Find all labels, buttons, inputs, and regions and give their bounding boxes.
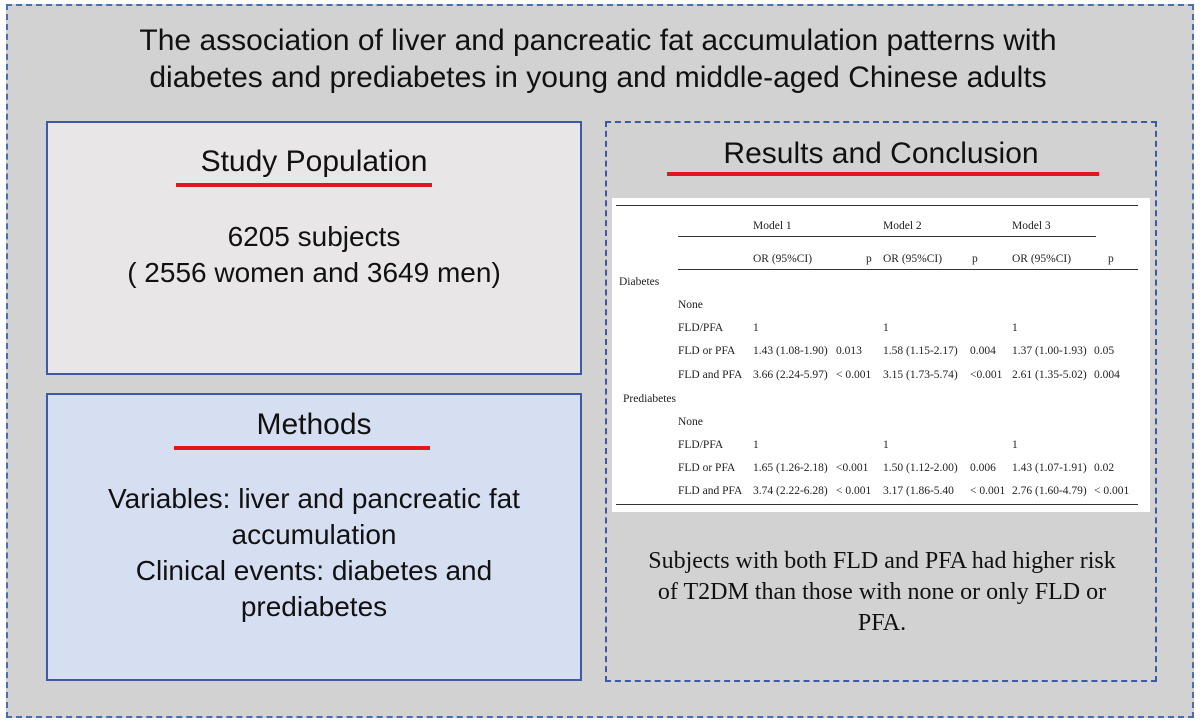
p-header: p [1108, 253, 1114, 265]
table-cell: < 0.001 [836, 369, 872, 381]
methods-panel [46, 393, 582, 681]
odds-ratio-table [612, 198, 1150, 512]
model-header: Model 2 [883, 220, 922, 232]
table-cell: 1 [753, 439, 759, 451]
row-label: FLD or PFA [678, 462, 736, 474]
results-heading: Results and Conclusion [723, 137, 1039, 170]
table-cell: 3.15 (1.73-5.74) [883, 369, 958, 381]
table-cell: 1.43 (1.07-1.91) [1012, 462, 1087, 474]
table-cell: 1.50 (1.12-2.00) [883, 462, 958, 474]
table-cell: <0.001 [836, 462, 869, 474]
table-cell: <0.001 [970, 369, 1003, 381]
conclusion-line-2: of T2DM than those with none or only FLD or [657, 579, 1107, 605]
or-header: OR (95%CI) [753, 253, 813, 265]
methods-heading: Methods [256, 408, 372, 441]
table-cell: 0.02 [1094, 462, 1115, 474]
row-label: FLD/PFA [678, 322, 724, 334]
table-cell: 1 [753, 322, 759, 334]
conclusion-line-1: Subjects with both FLD and PFA had higher risk [648, 548, 1116, 574]
table-cell: 2.76 (1.60-4.79) [1012, 485, 1087, 497]
page-title [0, 22, 1196, 96]
or-header: OR (95%CI) [883, 253, 943, 265]
group-label: Diabetes [619, 276, 660, 288]
table-cell: 3.17 (1.86-5.40 [883, 485, 954, 497]
table-cell: 1.65 (1.26-2.18) [753, 462, 828, 474]
title-line-2: diabetes and prediabetes in young and middle-aged Chinese adults [149, 61, 1047, 94]
subjects-breakdown: ( 2556 women and 3649 men) [127, 257, 501, 288]
table-cell: 0.013 [836, 345, 862, 357]
subjects-count: 6205 subjects [227, 221, 401, 252]
group-label: Prediabetes [623, 393, 677, 405]
table-cell: 0.004 [1094, 369, 1120, 381]
table-cell: 1 [1012, 322, 1018, 334]
table-cell: 0.006 [970, 462, 996, 474]
model-rule [966, 236, 1096, 237]
conclusion-line-3: PFA. [857, 610, 907, 636]
model-rule [678, 236, 834, 237]
or-header: OR (95%CI) [1012, 253, 1072, 265]
table-top-rule [616, 205, 1138, 206]
study-population-underline [176, 183, 432, 187]
row-label: FLD or PFA [678, 345, 736, 357]
table-cell: 1.37 (1.00-1.93) [1012, 345, 1087, 357]
table-cell: 3.74 (2.22-6.28) [753, 485, 828, 497]
methods-line-2: accumulation [231, 519, 397, 550]
methods-line-1: Variables: liver and pancreatic fat [108, 483, 520, 514]
study-population-panel [46, 121, 582, 375]
table-cell: < 0.001 [836, 485, 872, 497]
table-cell: 1 [1012, 439, 1018, 451]
header-rule [678, 269, 1138, 270]
table-bottom-rule [616, 504, 1138, 505]
row-label: None [678, 416, 703, 428]
table-cell: 1.58 (1.15-2.17) [883, 345, 958, 357]
table-cell: 1.43 (1.08-1.90) [753, 345, 828, 357]
row-label: FLD and PFA [678, 369, 743, 381]
methods-line-4: prediabetes [240, 591, 388, 622]
methods-line-3: Clinical events: diabetes and [135, 555, 493, 586]
table-cell: 3.66 (2.24-5.97) [753, 369, 828, 381]
title-line-1: The association of liver and pancreatic fat accumulation patterns with [139, 24, 1057, 57]
model-rule [834, 236, 966, 237]
table-cell: 0.004 [970, 345, 996, 357]
model-header: Model 3 [1012, 220, 1051, 232]
table-cell: 2.61 (1.35-5.02) [1012, 369, 1087, 381]
table-cell: < 0.001 [1094, 485, 1130, 497]
conclusion-text [612, 546, 1152, 639]
row-label: FLD and PFA [678, 485, 743, 497]
model-header: Model 1 [753, 220, 792, 232]
p-header: p [866, 253, 872, 265]
study-population-heading: Study Population [200, 145, 428, 178]
table-cell: 1 [883, 439, 889, 451]
table-cell: < 0.001 [970, 485, 1006, 497]
p-header: p [972, 253, 978, 265]
methods-underline [174, 446, 430, 450]
row-label: None [678, 299, 703, 311]
table-cell: 0.05 [1094, 345, 1115, 357]
row-label: FLD/PFA [678, 439, 724, 451]
table-cell: 1 [883, 322, 889, 334]
results-underline [667, 172, 1099, 176]
